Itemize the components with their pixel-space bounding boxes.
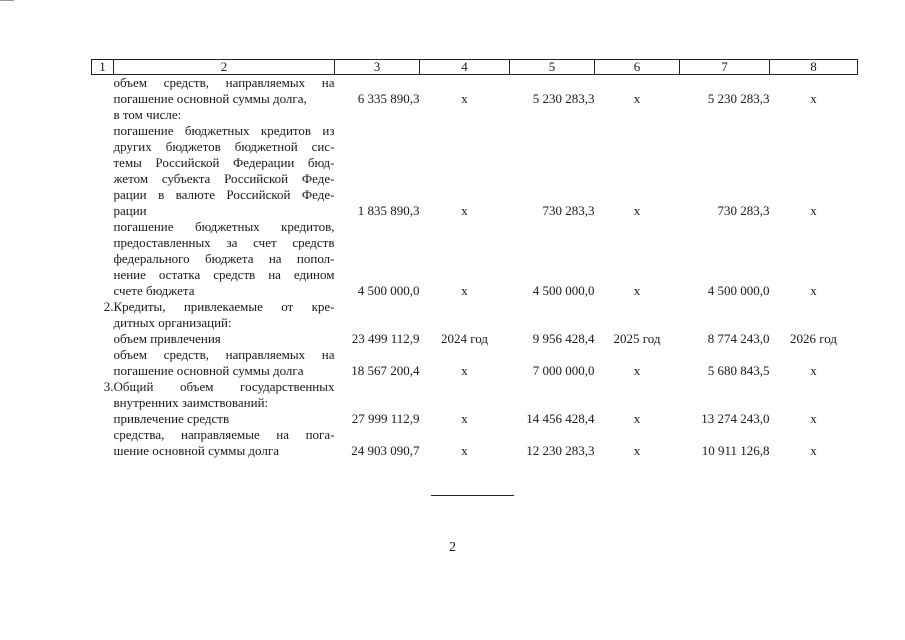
row-number [92,331,114,347]
value-col-8: х [810,411,817,426]
description-line: погашение основной суммы долга, [113,91,307,106]
value-col-7: 4 500 000,0 [707,283,770,298]
value-col-6: х [633,203,641,218]
table-row [92,75,858,108]
value-col-8 [770,379,858,411]
value-col-3 [335,299,420,331]
description-line: средства, направляемые на пога- [113,427,335,442]
value-col-4: х [461,443,468,458]
value-col-8 [770,107,858,123]
row-number [92,75,114,108]
value-col-6 [595,299,680,331]
row-number [92,347,114,379]
value-col-7: 730 283,3 [717,203,770,218]
table-row [92,379,858,411]
row-description [114,379,335,411]
value-col-4 [420,379,510,411]
scan-corner-mark [0,0,14,1]
description-line: других бюджетов бюджетной сис- [113,139,335,154]
column-header: 5 [510,60,595,75]
borrowing-program-table [91,59,858,459]
row-description [114,347,335,379]
value-col-5: 4 500 000,0 [532,283,595,298]
description-line: предоставленных за счет средств [113,235,335,250]
value-col-3: 6 335 890,3 [357,91,420,106]
value-col-4 [420,107,510,123]
value-col-6: 2025 год [613,331,661,346]
value-col-5 [510,107,595,123]
value-col-8: х [810,203,817,218]
page-number: 2 [449,540,456,555]
description-line: внутренних заимствований: [113,395,269,410]
value-col-5: 12 230 283,3 [526,443,595,458]
description-line: привлечение средств [113,411,230,426]
value-col-4: х [461,283,468,298]
value-col-8: х [810,91,817,106]
description-line: Общий объем государственных [113,379,335,394]
value-col-7: 13 274 243,0 [701,411,770,426]
column-header: 2 [114,60,335,75]
value-col-3: 24 903 090,7 [351,443,420,458]
row-description [114,427,335,459]
value-col-8: х [810,363,817,378]
table-row [92,331,858,347]
value-col-4: х [461,203,468,218]
value-col-4 [420,299,510,331]
value-col-3: 18 567 200,4 [351,363,420,378]
table-body [92,75,858,460]
value-col-7 [680,299,770,331]
description-line: федерального бюджета на попол- [113,251,335,266]
footnote-rule [431,495,514,496]
column-header: 3 [335,60,420,75]
value-col-5: 730 283,3 [542,203,595,218]
table-header-row [92,60,858,75]
value-col-3 [335,379,420,411]
row-description [114,331,335,347]
value-col-4: х [461,411,468,426]
row-description [114,123,335,219]
table-row [92,347,858,379]
value-col-8: х [810,443,817,458]
value-col-4: х [461,91,468,106]
value-col-3: 4 500 000,0 [357,283,420,298]
row-number: 2. [103,299,114,314]
row-description [114,299,335,331]
value-col-7: 5 680 843,5 [707,363,770,378]
description-line: дитных организаций: [113,315,232,330]
value-col-3 [335,107,420,123]
row-number [92,219,114,299]
table-row [92,219,858,299]
row-number: 3. [103,379,114,394]
value-col-3: 1 835 890,3 [357,203,420,218]
table-row [92,427,858,459]
row-number [92,123,114,219]
description-line: рации [113,203,147,218]
value-col-5: 14 456 428,4 [526,411,595,426]
value-col-6: х [633,411,641,426]
description-line: жетом субъекта Российской Феде- [113,171,335,186]
value-col-5: 5 230 283,3 [532,91,595,106]
description-line: шение основной суммы долга [113,443,279,458]
value-col-6: х [633,283,641,298]
description-line: погашение бюджетных кредитов из [113,123,335,138]
value-col-6: х [633,91,641,106]
row-number [92,107,114,123]
table-row [92,107,858,123]
value-col-6: х [633,443,641,458]
value-col-7: 10 911 126,8 [701,443,770,458]
value-col-8: 2026 год [790,331,837,346]
description-line: рации в валюте Российской Феде- [113,187,335,202]
column-header: 7 [680,60,770,75]
description-line: в том числе: [113,107,182,122]
value-col-4: 2024 год [441,331,488,346]
column-header: 8 [770,60,858,75]
value-col-8: х [810,283,817,298]
value-col-6: х [633,363,641,378]
row-description [114,107,335,123]
description-line: счете бюджета [113,283,195,298]
value-col-5 [510,379,595,411]
value-col-4: х [461,363,468,378]
description-line: погашение бюджетных кредитов, [113,219,335,234]
value-col-3: 23 499 112,9 [351,331,420,346]
value-col-5: 7 000 000,0 [532,363,595,378]
description-line: объем средств, направляемых на [113,347,335,362]
description-line: объем средств, направляемых на [113,75,335,90]
value-col-3: 27 999 112,9 [351,411,420,426]
column-header: 1 [92,60,114,75]
row-description [114,75,335,108]
description-line: погашение основной суммы долга [113,363,304,378]
column-header: 4 [420,60,510,75]
value-col-7 [680,107,770,123]
row-number [92,411,114,427]
column-header: 6 [595,60,680,75]
row-description [114,219,335,299]
description-line: нение остатка средств на едином [113,267,335,282]
description-line: объем привлечения [113,331,221,346]
table-row [92,299,858,331]
value-col-6 [595,107,680,123]
table-row [92,411,858,427]
row-description [114,411,335,427]
value-col-8 [770,299,858,331]
value-col-5: 9 956 428,4 [532,331,595,346]
row-number [92,427,114,459]
description-line: темы Российской Федерации бюд- [113,155,335,170]
value-col-6 [595,379,680,411]
value-col-7: 8 774 243,0 [707,331,770,346]
value-col-5 [510,299,595,331]
description-line: Кредиты, привлекаемые от кре- [113,299,335,314]
value-col-7: 5 230 283,3 [707,91,770,106]
value-col-7 [680,379,770,411]
table-row [92,123,858,219]
